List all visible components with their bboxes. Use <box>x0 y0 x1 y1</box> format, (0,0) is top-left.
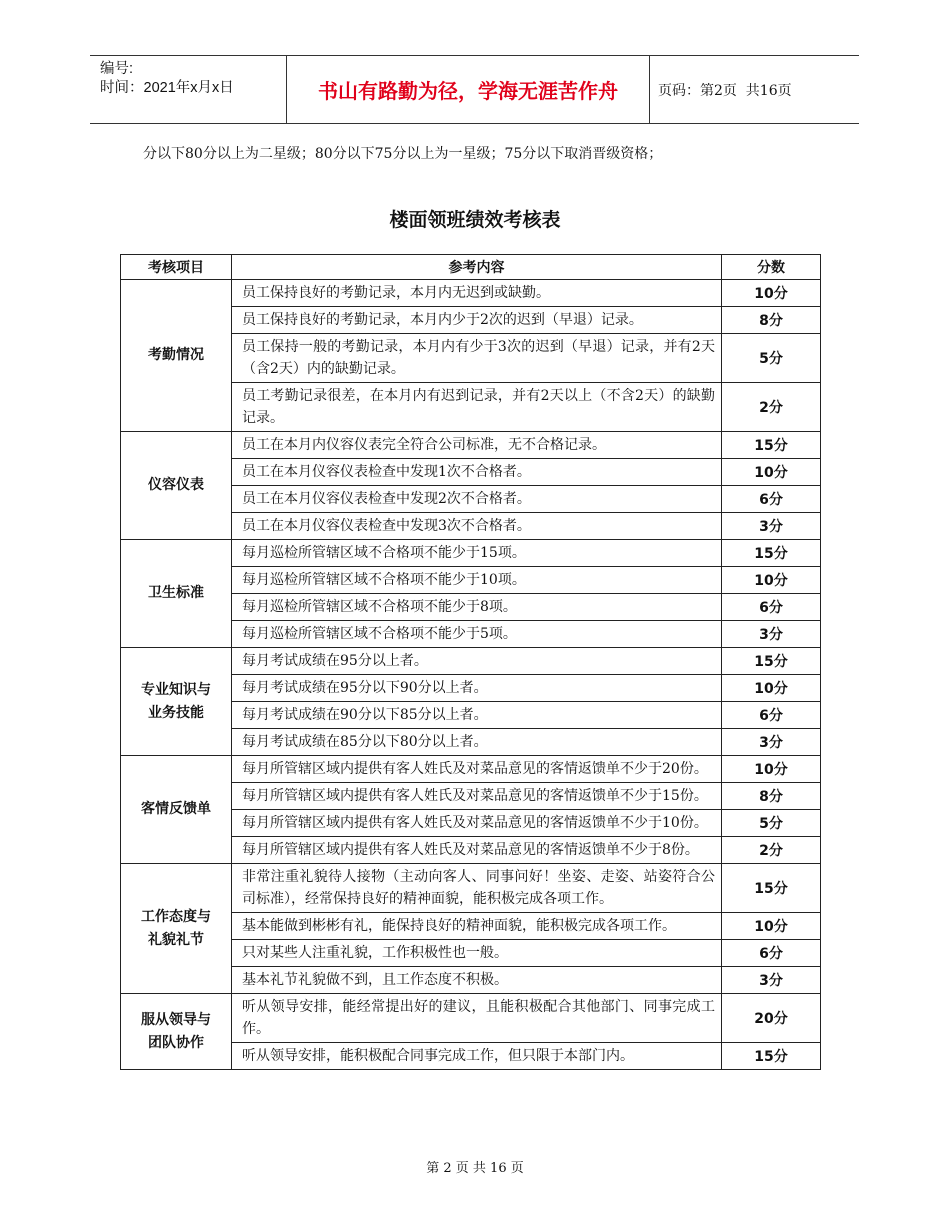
score-cell: 15分 <box>722 864 821 913</box>
content-cell: 每月考试成绩在85分以下80分以上者。 <box>232 729 722 756</box>
content-cell: 每月考试成绩在95分以上者。 <box>232 648 722 675</box>
score-cell: 6分 <box>722 594 821 621</box>
score-cell: 8分 <box>722 307 821 334</box>
content-cell: 每月所管辖区域内提供有客人姓氏及对菜品意见的客情返馈单不少于8份。 <box>232 837 722 864</box>
assessment-table <box>120 254 821 1070</box>
header-page-label: 页码：第2页 共16页 <box>658 82 792 99</box>
table-row <box>121 432 821 459</box>
table-title: 楼面领班绩效考核表 <box>389 209 561 231</box>
table-row <box>121 540 821 567</box>
content-cell: 每月所管辖区域内提供有客人姓氏及对菜品意见的客情返馈单不少于20份。 <box>232 756 722 783</box>
table-row <box>121 648 821 675</box>
content-cell: 员工保持一般的考勤记录，本月内有少于3次的迟到（早退）记录，并有2天（含2天）内的缺勤记录。 <box>232 334 722 383</box>
content-cell: 员工保持良好的考勤记录，本月内无迟到或缺勤。 <box>232 280 722 307</box>
header-divider <box>649 56 650 123</box>
score-cell: 3分 <box>722 967 821 994</box>
table-body <box>121 280 821 1070</box>
category-cell: 客情反馈单 <box>121 756 232 864</box>
score-cell: 10分 <box>722 567 821 594</box>
content-cell: 每月巡检所管辖区域不合格项不能少于10项。 <box>232 567 722 594</box>
content-cell: 非常注重礼貌待人接物（主动向客人、同事问好！坐姿、走姿、站姿符合公司标准），经常保持良好的精神面貌，能积极完成各项工作。 <box>232 864 722 913</box>
content-cell: 听从领导安排，能经常提出好的建议，且能积极配合其他部门、同事完成工作。 <box>232 994 722 1043</box>
header-meta <box>100 60 285 98</box>
table-row <box>121 994 821 1043</box>
header-content: 参考内容 <box>232 255 722 280</box>
content-cell: 员工考勤记录很差，在本月内有迟到记录，并有2天以上（不含2天）的缺勤记录。 <box>232 383 722 432</box>
content-cell: 每月巡检所管辖区域不合格项不能少于5项。 <box>232 621 722 648</box>
score-cell: 20分 <box>722 994 821 1043</box>
category-cell: 仪容仪表 <box>121 432 232 540</box>
score-cell: 10分 <box>722 280 821 307</box>
score-cell: 15分 <box>722 540 821 567</box>
score-cell: 15分 <box>722 648 821 675</box>
content-cell: 每月考试成绩在95分以下90分以上者。 <box>232 675 722 702</box>
header-category: 考核项目 <box>121 255 232 280</box>
score-cell: 10分 <box>722 913 821 940</box>
score-cell: 10分 <box>722 675 821 702</box>
content-cell: 只对某些人注重礼貌，工作积极性也一般。 <box>232 940 722 967</box>
score-cell: 3分 <box>722 621 821 648</box>
score-cell: 6分 <box>722 486 821 513</box>
score-cell: 6分 <box>722 940 821 967</box>
score-cell: 5分 <box>722 810 821 837</box>
time-label: 时间：2021年x月x日 <box>100 80 234 96</box>
table-row <box>121 756 821 783</box>
content-cell: 每月考试成绩在90分以下85分以上者。 <box>232 702 722 729</box>
score-cell: 3分 <box>722 729 821 756</box>
content-cell: 每月所管辖区域内提供有客人姓氏及对菜品意见的客情返馈单不少于10份。 <box>232 810 722 837</box>
header-score: 分数 <box>722 255 821 280</box>
content-cell: 每月所管辖区域内提供有客人姓氏及对菜品意见的客情返馈单不少于15份。 <box>232 783 722 810</box>
content-cell: 员工在本月仪容仪表检查中发现1次不合格者。 <box>232 459 722 486</box>
content-cell: 听从领导安排，能积极配合同事完成工作，但只限于本部门内。 <box>232 1043 722 1070</box>
page-footer: 第 2 页 共 16 页 <box>426 1161 524 1176</box>
intro-text: 分以下80分以上为二星级；80分以下75分以上为一星级；75分以下取消晋级资格； <box>143 146 663 162</box>
category-cell: 卫生标准 <box>121 540 232 648</box>
score-cell: 10分 <box>722 756 821 783</box>
score-cell: 15分 <box>722 432 821 459</box>
score-cell: 5分 <box>722 334 821 383</box>
page-header <box>90 55 859 124</box>
header-motto: 书山有路勤为径，学海无涯苦作舟 <box>318 79 618 103</box>
score-cell: 3分 <box>722 513 821 540</box>
content-cell: 基本礼节礼貌做不到，且工作态度不积极。 <box>232 967 722 994</box>
score-cell: 15分 <box>722 1043 821 1070</box>
score-cell: 10分 <box>722 459 821 486</box>
category-cell: 工作态度与 礼貌礼节 <box>121 864 232 994</box>
category-cell: 考勤情况 <box>121 280 232 432</box>
category-cell: 专业知识与 业务技能 <box>121 648 232 756</box>
score-cell: 2分 <box>722 383 821 432</box>
table-row <box>121 864 821 913</box>
content-cell: 员工保持良好的考勤记录，本月内少于2次的迟到（早退）记录。 <box>232 307 722 334</box>
table-header-row <box>121 255 821 280</box>
table-row <box>121 280 821 307</box>
number-label: 编号: <box>100 61 134 77</box>
category-cell: 服从领导与 团队协作 <box>121 994 232 1070</box>
content-cell: 员工在本月仪容仪表检查中发现3次不合格者。 <box>232 513 722 540</box>
score-cell: 6分 <box>722 702 821 729</box>
content-cell: 基本能做到彬彬有礼，能保持良好的精神面貌，能积极完成各项工作。 <box>232 913 722 940</box>
content-cell: 员工在本月内仪容仪表完全符合公司标准，无不合格记录。 <box>232 432 722 459</box>
content-cell: 每月巡检所管辖区域不合格项不能少于8项。 <box>232 594 722 621</box>
content-cell: 每月巡检所管辖区域不合格项不能少于15项。 <box>232 540 722 567</box>
content-cell: 员工在本月仪容仪表检查中发现2次不合格者。 <box>232 486 722 513</box>
score-cell: 8分 <box>722 783 821 810</box>
score-cell: 2分 <box>722 837 821 864</box>
